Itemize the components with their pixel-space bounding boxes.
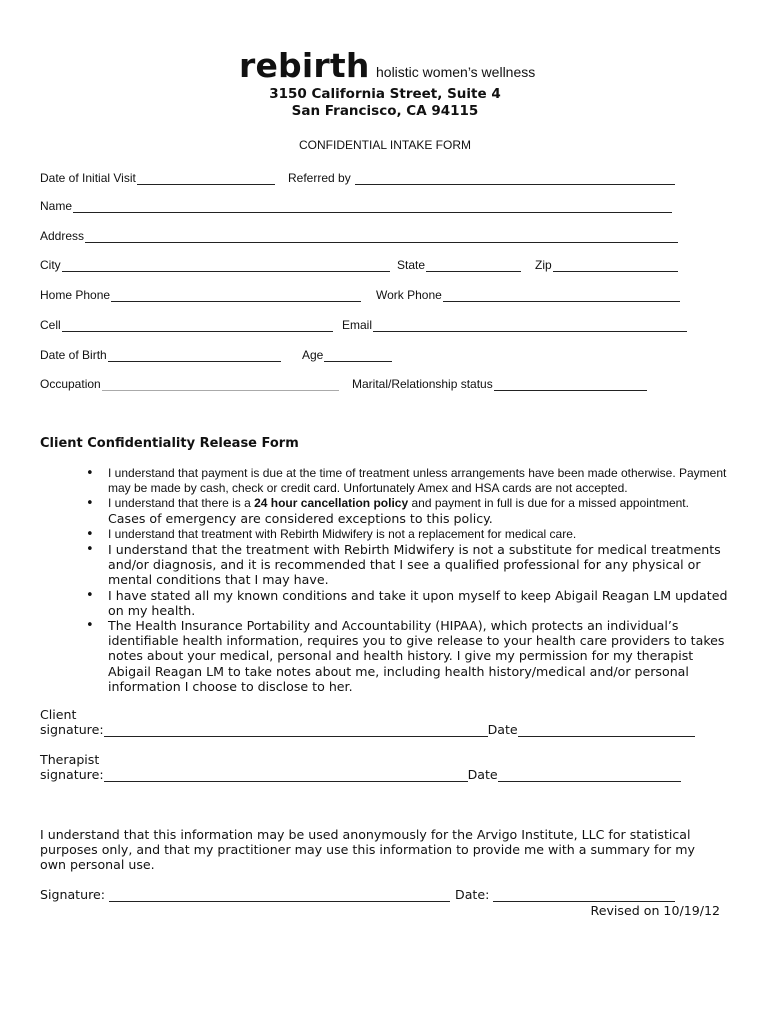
term-cancellation-cont: Cases of emergency are considered exceptions to this policy. xyxy=(108,511,493,526)
name-label: Name xyxy=(40,199,73,213)
therapist-signature-label-1: Therapist xyxy=(40,752,100,767)
state-field[interactable] xyxy=(397,258,521,272)
city-line[interactable] xyxy=(62,260,390,272)
address-line-2: San Francisco, CA 94115 xyxy=(291,103,479,119)
home-phone-label: Home Phone xyxy=(40,288,111,302)
email-label: Email xyxy=(342,318,373,332)
term-conditions xyxy=(86,588,736,618)
term-medical-care-text: I understand that treatment with Rebirth Midwifery is not a replacement for medical care. xyxy=(108,527,577,541)
cell-field[interactable] xyxy=(40,318,333,332)
home-phone-field[interactable] xyxy=(40,288,361,302)
age-field[interactable] xyxy=(302,348,392,362)
work-phone-field[interactable] xyxy=(376,288,680,302)
client-signature-label-1: Client xyxy=(40,707,77,722)
city-label: City xyxy=(40,258,61,272)
therapist-date-label: Date xyxy=(467,767,498,782)
term-cancellation-pre: I understand that there is a xyxy=(108,496,255,510)
work-phone-label: Work Phone xyxy=(376,288,442,302)
term-not-substitute-text: I understand that the treatment with Rebirth Midwifery is not a substitute for medical treatments and/or diagnosis, and it is recommended that I see a qualified professional for any physical or mental conditions that I may have. xyxy=(108,542,721,588)
client-signature-label-2: signature: xyxy=(40,722,104,737)
name-line[interactable] xyxy=(73,201,672,213)
term-payment xyxy=(86,466,736,496)
occupation-line[interactable] xyxy=(102,379,339,391)
term-not-substitute xyxy=(86,542,736,588)
client-signature-line[interactable] xyxy=(104,724,488,737)
term-cancellation xyxy=(86,496,736,527)
marital-status-label: Marital/Relationship status xyxy=(352,377,493,391)
email-line[interactable] xyxy=(373,320,687,332)
referred-by-field[interactable] xyxy=(288,171,675,185)
city-field[interactable] xyxy=(40,258,390,272)
age-label: Age xyxy=(302,348,324,362)
client-date-label: Date xyxy=(487,722,518,737)
address-label: Address xyxy=(40,229,85,243)
therapist-signature-line[interactable] xyxy=(104,769,468,782)
occupation-field[interactable] xyxy=(40,377,339,391)
usage-statement: I understand that this information may be used anonymously for the Arvigo Institute, LLC for statistical purposes only, and that my practitioner may use this information to provide me with a summary for my own personal use. xyxy=(40,827,695,873)
revised-date: Revised on 10/19/12 xyxy=(590,903,720,918)
release-form-title: Client Confidentiality Release Form xyxy=(40,436,299,451)
final-signature-label: Signature: xyxy=(40,887,105,902)
final-date-label: Date: xyxy=(455,887,490,902)
referred-by-label: Referred by xyxy=(288,171,351,185)
date-of-birth-label: Date of Birth xyxy=(40,348,107,362)
brand-tagline: holistic women’s wellness xyxy=(376,64,536,80)
client-date-line[interactable] xyxy=(518,724,695,737)
date-of-birth-line[interactable] xyxy=(108,350,281,362)
form-title: CONFIDENTIAL INTAKE FORM xyxy=(298,138,471,152)
term-conditions-text: I have stated all my known conditions and take it upon myself to keep Abigail Reagan LM updated on my health. xyxy=(108,587,728,618)
date-initial-visit-field[interactable] xyxy=(40,171,275,185)
term-medical-care xyxy=(86,527,736,542)
term-hipaa xyxy=(86,618,736,694)
term-hipaa-text: The Health Insurance Portability and Accountability (HIPAA), which protects an individual’s identifiable health information, requires you to give release to your health care providers to takes notes about your medical, personal and health history. I give my permission for my therapist Abigail Reagan LM to take notes about me, including health history/medical and/or personal information I choose to disclose to her. xyxy=(108,618,725,694)
zip-field[interactable] xyxy=(535,258,678,272)
cell-label: Cell xyxy=(40,318,61,332)
cell-line[interactable] xyxy=(62,320,333,332)
term-payment-text: I understand that payment is due at the time of treatment unless arrangements have been made otherwise. Payment may be made by cash, check or credit card. Unfortunately Amex and HSA cards are not accepted. xyxy=(108,466,727,495)
term-cancellation-bold: 24 hour cancellation policy xyxy=(254,496,409,510)
date-initial-visit-label: Date of Initial Visit xyxy=(40,171,136,185)
zip-label: Zip xyxy=(535,258,552,272)
address-field[interactable] xyxy=(40,229,678,243)
marital-status-line[interactable] xyxy=(494,379,647,391)
final-date-line[interactable] xyxy=(493,889,675,902)
term-cancellation-post: and payment in full is due for a missed appointment. xyxy=(408,496,689,510)
zip-line[interactable] xyxy=(553,260,678,272)
occupation-label: Occupation xyxy=(40,377,101,391)
date-of-birth-field[interactable] xyxy=(40,348,281,362)
name-field[interactable] xyxy=(40,199,672,213)
marital-status-field[interactable] xyxy=(352,377,647,391)
address-line-1: 3150 California Street, Suite 4 xyxy=(269,86,501,102)
state-label: State xyxy=(397,258,426,272)
therapist-signature-field[interactable] xyxy=(40,767,681,782)
work-phone-line[interactable] xyxy=(443,290,680,302)
date-initial-visit-line[interactable] xyxy=(137,173,275,185)
home-phone-line[interactable] xyxy=(111,290,361,302)
release-terms-list xyxy=(86,466,736,694)
client-signature-field[interactable] xyxy=(40,722,695,737)
age-line[interactable] xyxy=(324,350,392,362)
address-line[interactable] xyxy=(85,231,678,243)
therapist-date-line[interactable] xyxy=(498,769,681,782)
email-field[interactable] xyxy=(342,318,687,332)
final-signature-field[interactable] xyxy=(40,887,675,902)
referred-by-line[interactable] xyxy=(355,173,675,185)
therapist-signature-label-2: signature: xyxy=(40,767,104,782)
state-line[interactable] xyxy=(426,260,521,272)
final-signature-line[interactable] xyxy=(109,889,450,902)
brand-name: rebirth xyxy=(239,46,370,85)
